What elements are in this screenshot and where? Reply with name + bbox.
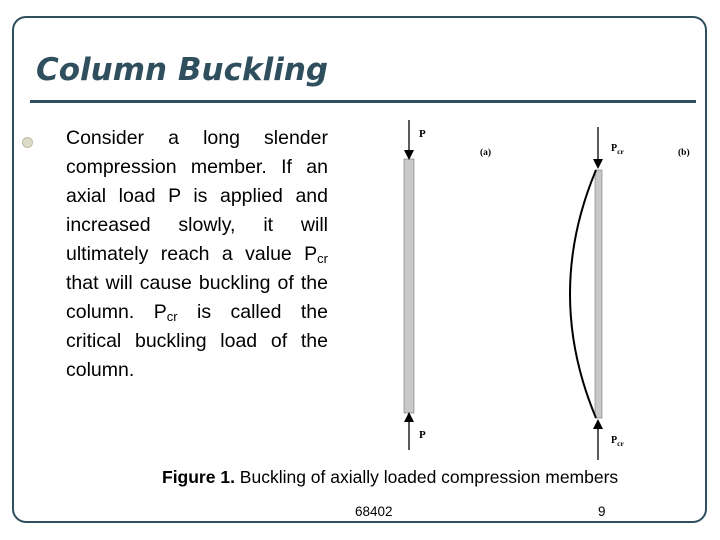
pcr-subscript-2: cr [166,309,178,324]
pcr-bottom-sub: cr [617,439,624,448]
buckled-column-reference [595,170,602,418]
bullet-text-part-3: is called the critical buckling load of the column. [66,301,328,381]
footer-page-number: 9 [598,504,606,519]
buckling-diagram [392,115,702,465]
bullet-text-part-2: that will cause buckling of the column. P [66,272,328,323]
caption-figure-number: Figure 1. [162,467,235,487]
bullet-icon [22,137,33,148]
load-label-pcr-bottom [611,435,624,448]
bullet-text-part-1: Consider a long slender compression member. If an axial load P is applied and increased slowly, it will ultimately reach a value P [66,127,328,265]
load-label-pcr-top [611,143,624,156]
case-label-b: (b) [678,148,690,158]
straight-column [404,159,414,413]
pcr-top-main: P [611,143,618,154]
load-label-p-top: P [419,128,426,140]
slide-title: Column Buckling [36,52,329,88]
bullet-text [66,124,328,385]
top-critical-arrow-head [593,159,603,169]
footer-course-code: 68402 [355,504,393,519]
buckled-shape-curve [570,170,596,418]
case-label-a: (a) [480,148,492,158]
caption-text: Buckling of axially loaded compression members [234,467,619,487]
pcr-subscript-1: cr [317,251,328,266]
top-load-arrow-head [404,150,414,160]
title-underline [30,100,696,103]
buckling-figure [392,115,702,465]
figure-caption [162,467,618,488]
pcr-bottom-main: P [611,435,618,446]
pcr-top-sub: cr [617,147,624,156]
load-label-p-bottom: P [419,429,426,441]
